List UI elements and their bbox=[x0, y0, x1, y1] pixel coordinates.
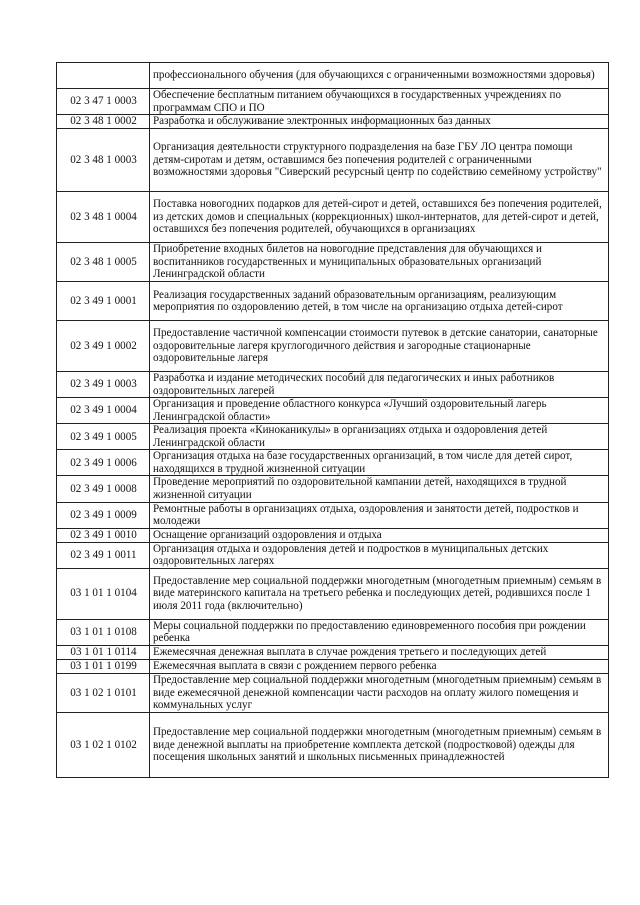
description-cell: Обеспечение бесплатным питанием обучающихся в государственных учреждениях по программам СПО и ПО bbox=[150, 89, 609, 115]
table-row bbox=[57, 673, 609, 712]
table-row bbox=[57, 450, 609, 476]
table-row bbox=[57, 243, 609, 282]
table-row bbox=[57, 398, 609, 424]
code-cell: 02 3 48 1 0002 bbox=[57, 115, 150, 129]
description-cell: Реализация проекта «Киноканикулы» в организациях отдыха и оздоровления детей Ленинградской области bbox=[150, 424, 609, 450]
code-cell: 02 3 48 1 0003 bbox=[57, 129, 150, 192]
table-row bbox=[57, 619, 609, 645]
code-cell: 02 3 49 1 0004 bbox=[57, 398, 150, 424]
description-cell: Организация отдыха и оздоровления детей и подростков в муниципальных детских оздоровительных лагерях bbox=[150, 542, 609, 568]
code-cell: 03 1 01 1 0114 bbox=[57, 645, 150, 659]
description-cell: Ремонтные работы в организациях отдыха, оздоровления и занятости детей, подростков и молодежи bbox=[150, 502, 609, 528]
table-row bbox=[57, 502, 609, 528]
table-row bbox=[57, 282, 609, 321]
code-cell: 02 3 49 1 0001 bbox=[57, 282, 150, 321]
table-row bbox=[57, 645, 609, 659]
description-cell: Приобретение входных билетов на новогодние представления для обучающихся и воспитанников государственных и муниципальных образовательных организаций Ленинградской области bbox=[150, 243, 609, 282]
code-cell: 02 3 49 1 0006 bbox=[57, 450, 150, 476]
description-cell: Ежемесячная выплата в связи с рождением первого ребенка bbox=[150, 659, 609, 673]
description-cell: Разработка и обслуживание электронных информационных баз данных bbox=[150, 115, 609, 129]
table-row bbox=[57, 659, 609, 673]
code-cell: 03 1 01 1 0108 bbox=[57, 619, 150, 645]
code-cell: 02 3 48 1 0005 bbox=[57, 243, 150, 282]
code-cell: 02 3 49 1 0002 bbox=[57, 321, 150, 372]
code-cell: 03 1 01 1 0104 bbox=[57, 568, 150, 619]
description-cell: Оснащение организаций оздоровления и отдыха bbox=[150, 528, 609, 542]
description-cell: Проведение мероприятий по оздоровительной кампании детей, находящихся в трудной жизненной ситуации bbox=[150, 476, 609, 502]
code-cell: 02 3 47 1 0003 bbox=[57, 89, 150, 115]
description-cell: Реализация государственных заданий образовательным организациям, реализующим мероприятия по оздоровлению детей, в том числе на организацию отдыха детей-сирот bbox=[150, 282, 609, 321]
code-cell bbox=[57, 63, 150, 89]
table-row bbox=[57, 321, 609, 372]
code-cell: 02 3 49 1 0010 bbox=[57, 528, 150, 542]
description-cell: профессионального обучения (для обучающихся с ограниченными возможностями здоровья) bbox=[150, 63, 609, 89]
description-cell: Ежемесячная денежная выплата в случае рождения третьего и последующих детей bbox=[150, 645, 609, 659]
table-row bbox=[57, 712, 609, 777]
code-cell: 02 3 49 1 0011 bbox=[57, 542, 150, 568]
code-cell: 02 3 49 1 0008 bbox=[57, 476, 150, 502]
code-cell: 02 3 49 1 0003 bbox=[57, 372, 150, 398]
description-cell: Организация отдыха на базе государственных организаций, в том числе для детей сирот, находящихся в трудной жизненной ситуации bbox=[150, 450, 609, 476]
description-cell: Разработка и издание методических пособий для педагогических и иных работников оздоровительных лагерей bbox=[150, 372, 609, 398]
table-row bbox=[57, 424, 609, 450]
code-cell: 03 1 02 1 0102 bbox=[57, 712, 150, 777]
table-row bbox=[57, 476, 609, 502]
table-row bbox=[57, 542, 609, 568]
table-row bbox=[57, 568, 609, 619]
code-cell: 03 1 02 1 0101 bbox=[57, 673, 150, 712]
code-cell: 02 3 49 1 0005 bbox=[57, 424, 150, 450]
table-row bbox=[57, 63, 609, 89]
table-row bbox=[57, 115, 609, 129]
code-cell: 03 1 01 1 0199 bbox=[57, 659, 150, 673]
description-cell: Предоставление мер социальной поддержки многодетным (многодетным приемным) семьям в виде материнского капитала на третьего ребенка и последующих детей, родившихся после 1 июля 2011 года (включительно) bbox=[150, 568, 609, 619]
description-cell: Меры социальной поддержки по предоставлению единовременного пособия при рождении ребенка bbox=[150, 619, 609, 645]
description-cell: Предоставление мер социальной поддержки многодетным (многодетным приемным) семьям в виде ежемесячной денежной компенсации части расходов на оплату жилого помещения и коммунальных услуг bbox=[150, 673, 609, 712]
code-cell: 02 3 49 1 0009 bbox=[57, 502, 150, 528]
description-cell: Предоставление мер социальной поддержки многодетным (многодетным приемным) семьям в виде денежной выплаты на приобретение комплекта детской (подростковой) одежды для посещения школьных занятий и школьных письменных принадлежностей bbox=[150, 712, 609, 777]
table-row bbox=[57, 129, 609, 192]
table-row bbox=[57, 192, 609, 243]
description-cell: Поставка новогодних подарков для детей-сирот и детей, оставшихся без попечения родителей, из детских домов и специальных (коррекционных) школ-интернатов, для детей-сирот и детей, оставшихся без попечения родителей, обучающихся в организациях bbox=[150, 192, 609, 243]
code-cell: 02 3 48 1 0004 bbox=[57, 192, 150, 243]
table-row bbox=[57, 89, 609, 115]
table-row bbox=[57, 372, 609, 398]
description-cell: Организация и проведение областного конкурса «Лучший оздоровительный лагерь Ленинградской области» bbox=[150, 398, 609, 424]
description-cell: Предоставление частичной компенсации стоимости путевок в детские санатории, санаторные оздоровительные лагеря круглогодичного действия и загородные стационарные оздоровительные лагеря bbox=[150, 321, 609, 372]
budget-classification-table bbox=[56, 62, 609, 778]
description-cell: Организация деятельности структурного подразделения на базе ГБУ ЛО центра помощи детям-сиротам и детям, оставшимся без попечения родителей с ограниченными возможностями здоровья "Сиверский ресурсный центр по содействию семейному устройству" bbox=[150, 129, 609, 192]
table-row bbox=[57, 528, 609, 542]
